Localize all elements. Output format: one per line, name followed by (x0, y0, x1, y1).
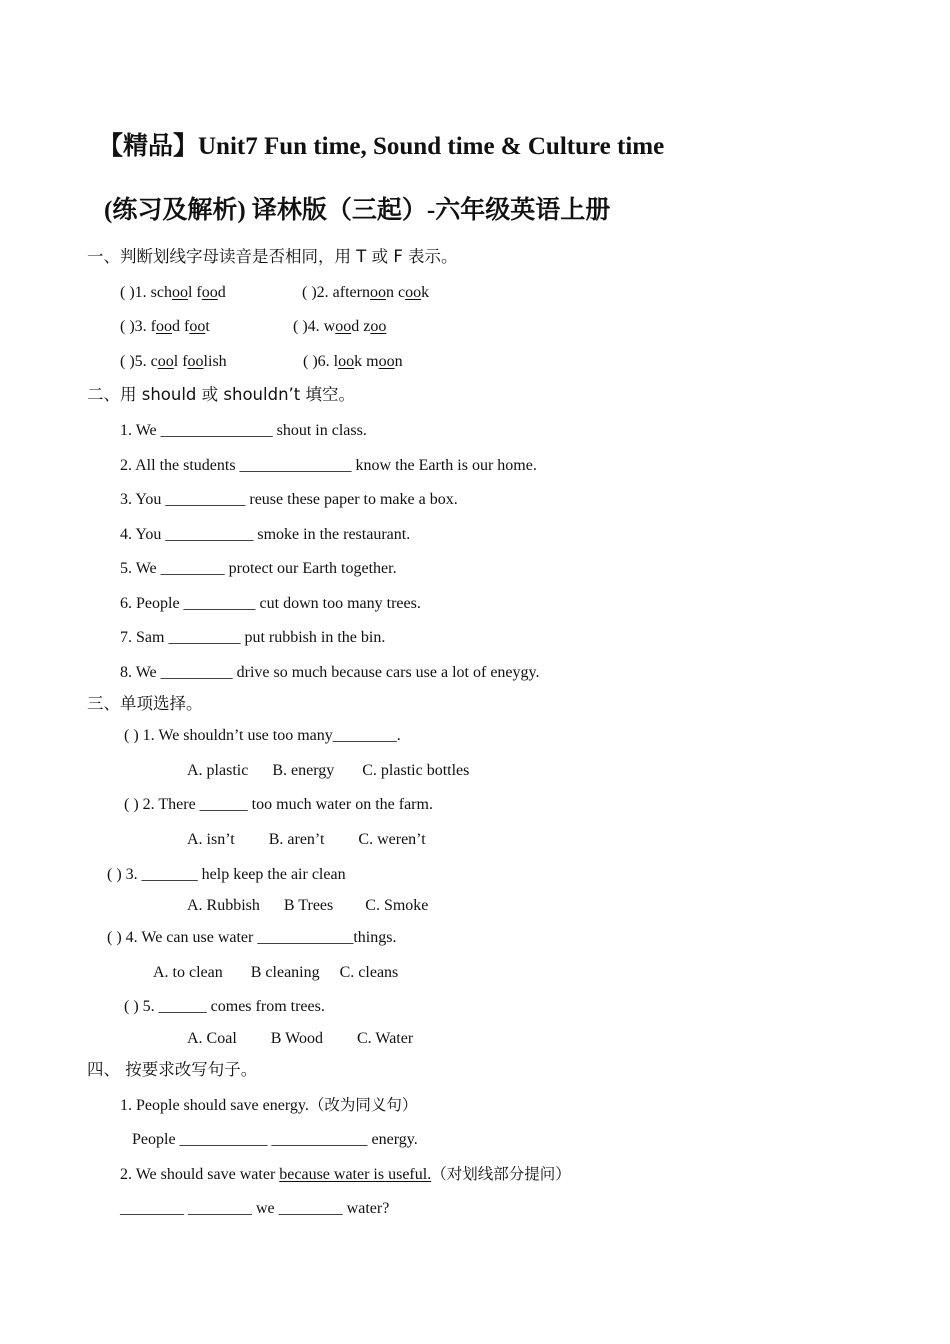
s4-question-2: 2. We should save water because water is useful.（对划线部分提问） (120, 1165, 571, 1183)
s2-item-8: 8. We _________ drive so much because cars use a lot of eneygy. (120, 664, 540, 681)
option-c: C. Water (356, 1030, 414, 1047)
section3-heading: 三、单项选择。 (87, 694, 203, 713)
s3-options-2 (187, 830, 426, 850)
s2-item-6: 6. People _________ cut down too many trees. (120, 595, 421, 612)
option-b: B Wood (270, 1030, 323, 1047)
s3-options-5 (187, 1029, 413, 1049)
s4-answer-2: ________ ________ we ________ water? (120, 1200, 390, 1217)
section1-heading: 一、判断划线字母读音是否相同，用 T 或 F 表示。 (87, 247, 458, 266)
option-b: B Trees (283, 897, 334, 914)
s3-question-4: ( ) 4. We can use water ____________things. (107, 929, 397, 946)
s2-item-5: 5. We ________ protect our Earth together. (120, 560, 397, 577)
s1-item-5: ( )5. cool foolish (120, 353, 227, 370)
option-b: B. aren’t (268, 831, 325, 848)
s1-item-4: ( )4. wood zoo (293, 318, 387, 335)
doc-title-line2: (练习及解析) 译林版（三起）-六年级英语上册 (104, 197, 611, 224)
s3-options-4 (153, 963, 398, 983)
option-a: A. plastic (187, 762, 249, 779)
s4-q1-instruction: （改为同义句） (308, 1096, 418, 1114)
s2-item-1: 1. We ______________ shout in class. (120, 422, 367, 439)
option-c: C. cleans (339, 964, 399, 981)
s4-question-1: 1. People should save energy.（改为同义句） (120, 1096, 418, 1114)
option-c: C. weren’t (358, 831, 426, 848)
s3-options-1 (187, 761, 469, 781)
s4-answer-1: People ___________ ____________ energy. (132, 1131, 418, 1148)
s3-options-3 (187, 896, 428, 916)
option-a: A. Rubbish (187, 897, 260, 914)
s3-question-5: ( ) 5. ______ comes from trees. (124, 998, 325, 1015)
s1-item-6: ( )6. look moon (303, 353, 403, 370)
s1-item-2: ( )2. afternoon cook (302, 284, 430, 301)
option-b: B. energy (272, 762, 335, 779)
option-c: C. Smoke (365, 897, 429, 914)
s1-item-3: ( )3. food foot (120, 318, 210, 335)
s1-item-1: ( )1. school food (120, 284, 226, 301)
section2-heading: 二、用 should 或 shouldn’t 填空。 (87, 385, 355, 404)
doc-title-line1: 【精品】Unit7 Fun time, Sound time & Culture time (98, 133, 665, 160)
option-a: A. isn’t (187, 831, 235, 848)
s4-q2-instruction: （对划线部分提问） (431, 1165, 571, 1183)
s2-item-7: 7. Sam _________ put rubbish in the bin. (120, 629, 386, 646)
option-a: A. Coal (187, 1030, 237, 1047)
option-c: C. plastic bottles (362, 762, 470, 779)
option-a: A. to clean (153, 964, 223, 981)
s2-item-4: 4. You ___________ smoke in the restaurant. (120, 526, 411, 543)
option-b: B cleaning (250, 964, 320, 981)
s4-q2-underlined: because water is useful. (279, 1166, 432, 1183)
s3-question-2: ( ) 2. There ______ too much water on the farm. (124, 796, 433, 813)
s3-question-1: ( ) 1. We shouldn’t use too many________. (124, 727, 401, 744)
s3-question-3: ( ) 3. _______ help keep the air clean (107, 866, 346, 883)
s2-item-3: 3. You __________ reuse these paper to make a box. (120, 491, 458, 508)
section4-heading: 四、 按要求改写句子。 (87, 1060, 258, 1079)
s2-item-2: 2. All the students ______________ know the Earth is our home. (120, 457, 537, 474)
